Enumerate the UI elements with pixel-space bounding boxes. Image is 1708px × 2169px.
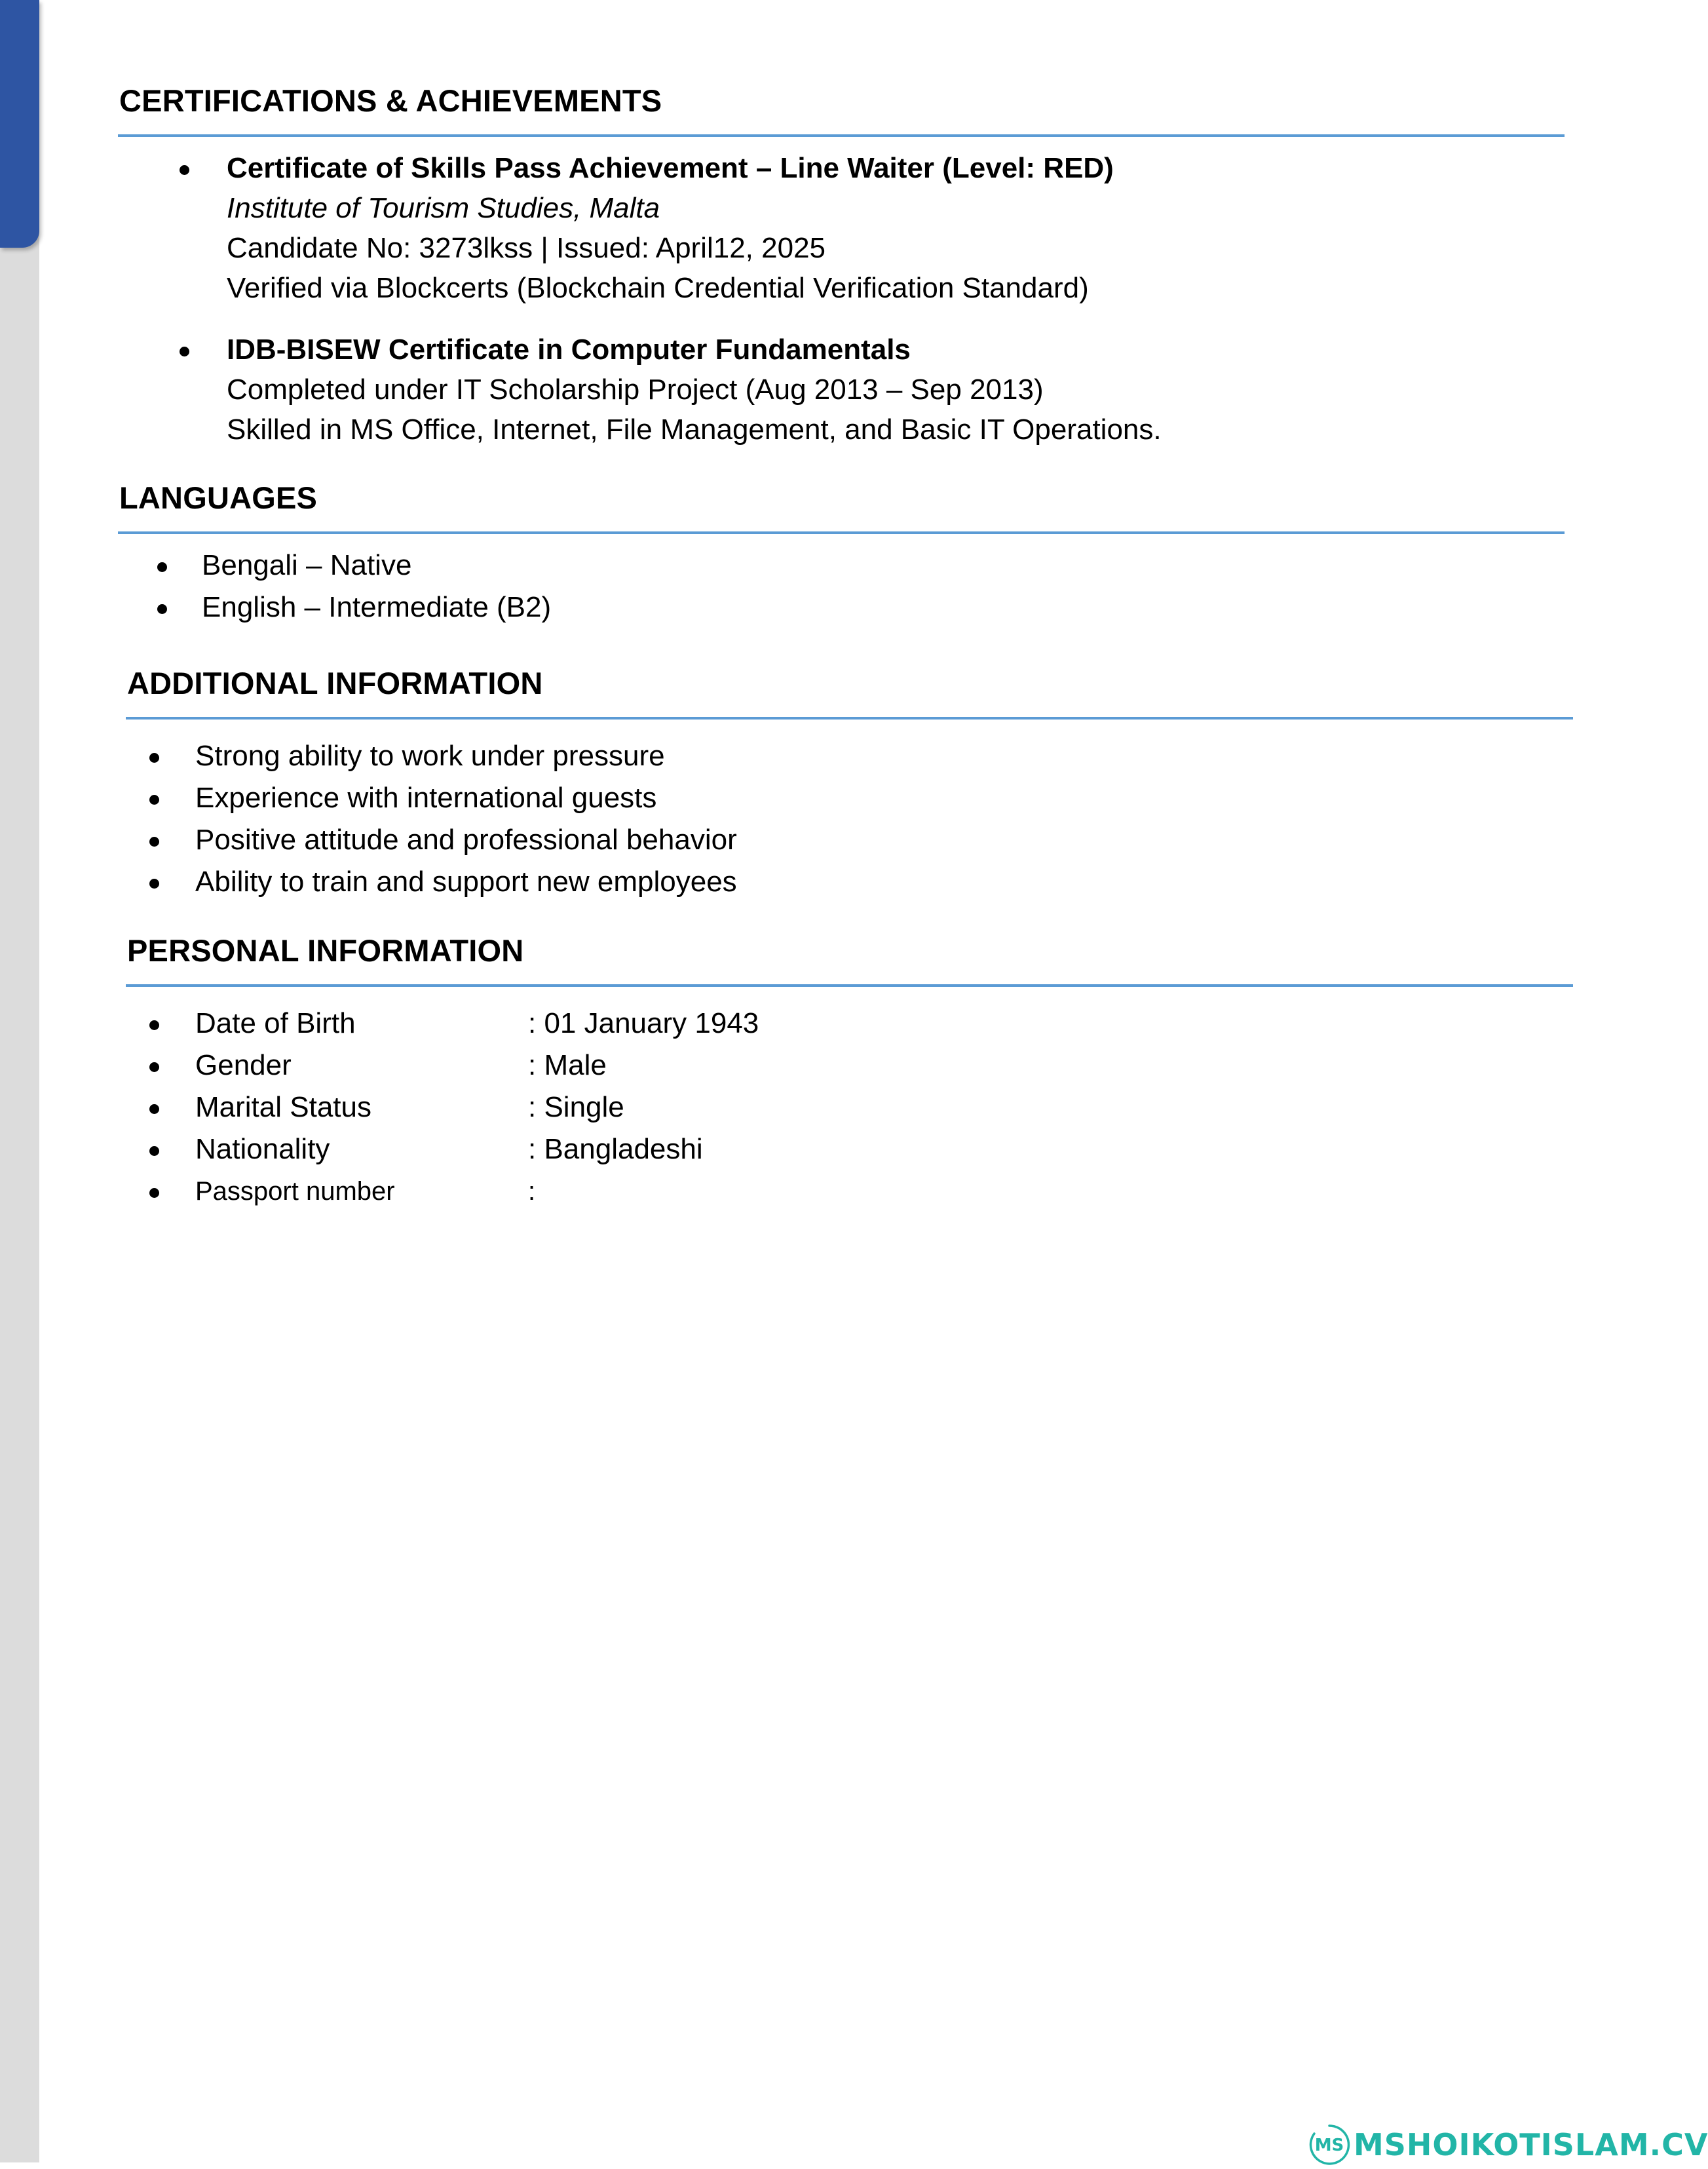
bullet-icon: [149, 1104, 159, 1114]
section-title-languages: LANGUAGES: [119, 480, 318, 515]
bullet-icon: [149, 1146, 159, 1156]
personal-label-gender: Gender: [195, 1049, 292, 1081]
bullet-icon: [149, 1188, 159, 1198]
section-divider: [118, 134, 1565, 137]
additional-item: Ability to train and support new employees: [195, 866, 737, 898]
brand-logo-text: MS: [1314, 2136, 1344, 2155]
language-item: English – Intermediate (B2): [202, 591, 552, 623]
additional-item: Strong ability to work under pressure: [195, 740, 665, 772]
cert-1-heading: Certificate of Skills Pass Achievement – Line Waiter (Level: RED): [227, 152, 1114, 184]
bullet-icon: [149, 879, 159, 889]
personal-label-marital: Marital Status: [195, 1091, 371, 1123]
bullet-icon: [157, 604, 167, 614]
bullet-icon: [149, 753, 159, 763]
cert-1-institution: Institute of Tourism Studies, Malta: [227, 192, 660, 224]
personal-label-dob: Date of Birth: [195, 1007, 356, 1039]
bullet-icon: [149, 795, 159, 805]
bullet-icon: [180, 165, 189, 175]
personal-value-gender: : Male: [528, 1049, 607, 1081]
bullet-icon: [149, 1020, 159, 1030]
bullet-icon: [149, 837, 159, 847]
personal-value-nationality: : Bangladeshi: [528, 1133, 703, 1165]
additional-item: Positive attitude and professional behavior: [195, 824, 737, 856]
section-title-additional: ADDITIONAL INFORMATION: [127, 666, 543, 701]
personal-label-passport: Passport number: [195, 1177, 395, 1206]
section-divider: [118, 531, 1565, 534]
cert-2-skills: Skilled in MS Office, Internet, File Management, and Basic IT Operations.: [227, 413, 1162, 446]
left-margin-strip: [0, 0, 39, 2162]
section-title-certifications: CERTIFICATIONS & ACHIEVEMENTS: [119, 83, 662, 118]
section-title-personal: PERSONAL INFORMATION: [127, 933, 524, 968]
brand-name: MSHOIKOTISLAM.CV: [1354, 2127, 1708, 2162]
cert-1-candidate: Candidate No: 3273lkss | Issued: April12, 2025: [227, 232, 826, 264]
cert-1-verification: Verified via Blockcerts (Blockchain Credential Verification Standard): [227, 272, 1089, 304]
section-divider: [126, 984, 1573, 987]
cert-2-project: Completed under IT Scholarship Project (Aug 2013 – Sep 2013): [227, 374, 1044, 406]
cert-2-heading: IDB-BISEW Certificate in Computer Fundamentals: [227, 334, 911, 366]
personal-value-passport: :: [528, 1177, 536, 1206]
section-divider: [126, 717, 1573, 720]
brand-logo-icon: [1308, 2123, 1351, 2166]
personal-value-dob: : 01 January 1943: [528, 1007, 759, 1039]
bullet-icon: [180, 347, 189, 356]
bullet-icon: [157, 562, 167, 572]
language-item: Bengali – Native: [202, 549, 412, 581]
side-accent-tab: [0, 0, 39, 248]
bullet-icon: [149, 1062, 159, 1072]
additional-item: Experience with international guests: [195, 782, 657, 814]
personal-label-nationality: Nationality: [195, 1133, 330, 1165]
footer-brand: [1308, 2121, 1708, 2169]
personal-value-marital: : Single: [528, 1091, 624, 1123]
